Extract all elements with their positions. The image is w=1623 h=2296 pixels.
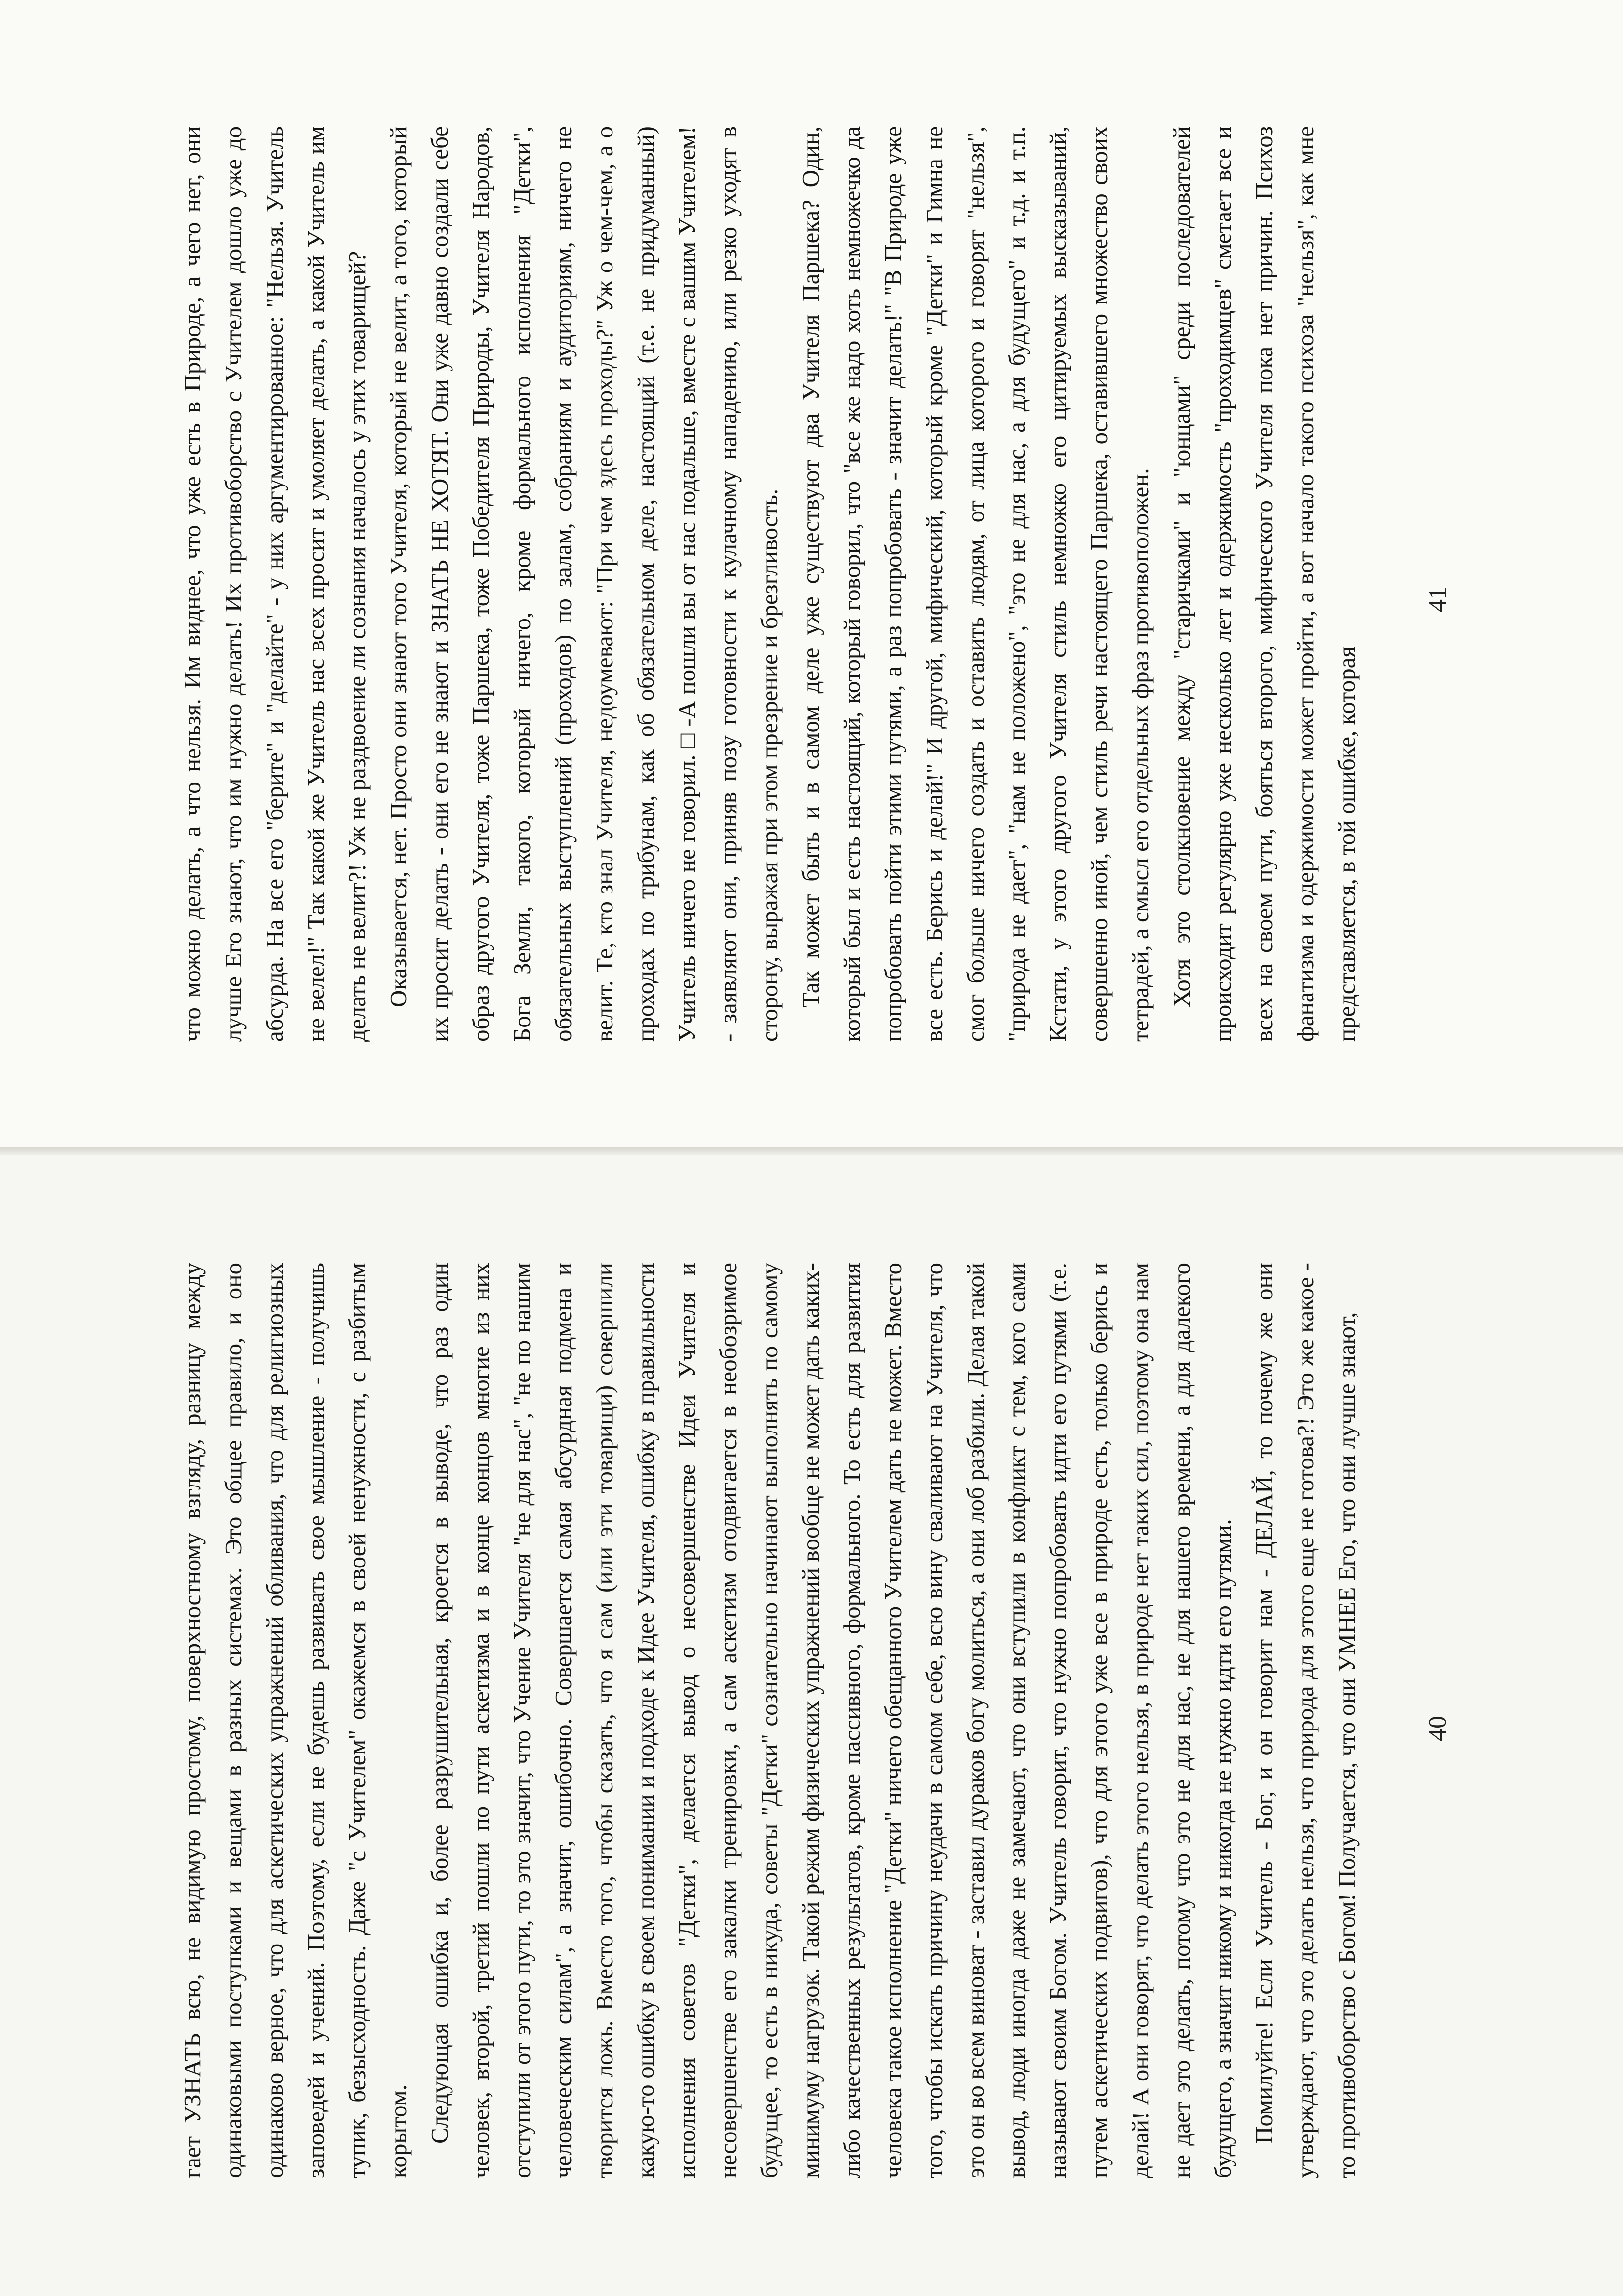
page-number: 40 [1424, 1716, 1452, 1741]
paragraph: Оказывается, нет. Просто они знают того Учителя, который не велит, а того, который их просит делать - они его не знают и ЗНАТЬ НЕ ХОТЯТ. Они уже давно создали себе образ другого Учителя, тоже Паршека, тоже Победителя Природы, Учителя Народов, Бога Земли, такого, который ничего, кроме формального исполнения "Детки", обязательных выступлений (проходов) по залам, собраниям и аудиториям, ничего не велит. Те, кто знал Учителя, недоумевают: "При чем здесь проходы?" Уж о чем-чем, а о проходах по трибунам, как об обязательном деле, настоящий (т.е. не придуманный) Учитель ничего не говорил. □ -А пошли вы от нас подальше, вместе с вашим Учителем! - заявляют они, приняв позу готовности к кулачному нападению, или резко уходят в сторону, выражая при этом презрение и брезгливость. [385, 126, 783, 1042]
paragraph: что можно делать, а что нельзя. Им виднее, что уже есть в Природе, а чего нет, они лучше Его знают, что им нужно делать! Их противоборство с Учителем дошло уже до абсурда. На все его "берите" и "делайте" - у них аргументированное: "Нельзя. Учитель не велел!" Так какой же Учитель нас всех просит и умоляет делать, а какой Учитель им делать не велит?! Уж не раздвоение ли сознания началось у этих товарищей? [179, 126, 371, 1042]
page-number: 41 [1424, 587, 1452, 612]
paragraph: Следующая ошибка и, более разрушительная, кроется в выводе, что раз один человек, второй, третий пошли по пути аскетизма и в конце концов многие из них отступили от этого пути, то это значит, что Учение Учителя "не для нас", "не по нашим человеческим силам", а значит, ошибочно. Совершается самая абсурдная подмена и творится ложь. Вместо того, чтобы сказать, что я сам (или эти товарищи) совершили какую-то ошибку в своем понимании и подходе к Идее Учителя, ошибку в правильности исполнения советов "Детки", делается вывод о несовершенстве Идеи Учителя и несовершенстве его закалки тренировки, а сам аскетизм отодвигается в необозримое будущее, то есть в никуда, советы "Детки" сознательно начинают выполнять по самому минимуму нагрузок. Такой режим физических упражнений вообще не может дать каких-либо качественных результатов, кроме пассивного, формального. То есть для развития человека такое исполнение "Детки" ничего обещанного Учителем дать не может. Вместо того, чтобы искать причину неудачи в самом себе, всю вину сваливают на Учителя, что это он во всем виноват - заставил дураков богу молиться, а они лоб разбили. Делая такой вывод, люди иногда даже не замечают, что они вступили в конфликт с тем, кого сами называют своим Богом. Учитель говорит, что нужно попробовать идти его путями (т.е. путем аскетических подвигов), что для этого уже все в природе есть, только берись и делай! А они говорят, что делать этого нельзя, в природе нет таких сил, поэтому она нам не дает это делать, потому что это не для нас, не для нашего времени, а для далекого будущего, а значит никому и никогда не нужно идти его путями. [426, 1263, 1236, 2178]
paragraph: Хотя это столкновение между "старичками" и "юнцами" среди последователей происходит регулярно уже несколько лет и одержимость "проходимцев" сметает все и всех на своем пути, бояться второго, мифического Учителя пока нет причин. Психоз фанатизма и одержимости может пройти, а вот начало такого психоза "нельзя", как мне представляется, в той ошибке, которая [1168, 126, 1360, 1042]
right-page-text [172, 126, 1367, 1042]
paragraph: Так может быть и в самом деле уже существуют два Учителя Паршека? Один, который был и есть настоящий, который говорил, что "все же надо хоть немножечко да попробовать пойти этими путями, а раз попробовать - значит делать!" "В Природе уже все есть. Берись и делай!" И другой, мифический, который кроме "Детки" и Гимна не смог больше ничего создать и оставить людям, от лица которого и говорят "нельзя", "природа не дает", "нам не положено", "это не для нас, а для будущего" и т.д. и т.п. Кстати, у этого другого Учителя стиль немножко его цитируемых высказываний, совершенно иной, чем стиль речи настоящего Паршека, оставившего множество своих тетрадей, а смысл его отдельных фраз противоположен. [797, 126, 1154, 1042]
paragraph: Помилуйте! Если Учитель - Бог, и он говорит нам - ДЕЛАЙ, то почему же они утверждают, что это делать нельзя, что природа для этого еще не готова?! Это же какое - то противоборство с Богом! Получается, что они УМНЕЕ Его, что они лучше знают, [1251, 1263, 1360, 2178]
left-page-text [172, 1263, 1367, 2178]
left-page [0, 1147, 1623, 2296]
paragraph: гает УЗНАТЬ всю, не видимую простому, поверхностному взгляду, разницу между одинаковыми поступками и вещами в разных системах. Это общее правило, и оно одинаково верное, что для аскетических упражнений обливания, что для религиозных заповедей и учений. Поэтому, если не будешь развивать свое мышление - получишь тупик, безысходность. Даже "с Учителем" окажемся в своей ненужности, с разбитым корытом. [179, 1263, 412, 2178]
right-page [0, 0, 1623, 1147]
